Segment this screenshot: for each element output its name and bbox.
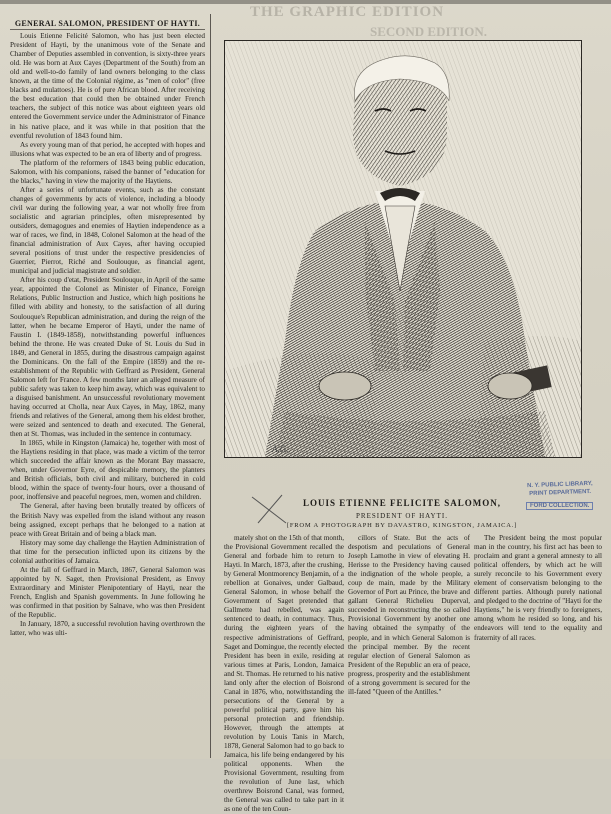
caption-credit: [FROM A PHOTOGRAPH BY DAVASTRO, KINGSTON, JAMAICA.]: [286, 522, 518, 529]
artist-signature: A.G.: [272, 444, 289, 454]
paragraph: In 1865, while in Kingston (Jamaica) he, together with most of the Haytiens residing in that place, was made a victim of the terror which succeeded the affair known as the Morant Bay massacre, when, under Governor Eyre, of despicable memory, the planters and British officials, both civil and military, butchered in cold blood, within the space of twenty-four hours, over a thousand of poor, inoffensive and peaceful negroes, men, women and children.: [10, 439, 205, 502]
article-column-2: [224, 534, 344, 814]
paragraph: As every young man of that period, he accepted with hopes and illusions what was expected to be an era of liberty and of progress.: [10, 140, 205, 158]
caption-name: LOUIS ETIENNE FELICITE SALOMON,: [302, 498, 502, 508]
paragraph: After a series of unfortunate events, such as the constant changes of governments by acts of violence, including a bloody civil war during the following year, a war not wholly free from socialistic and agrarian principles, often misrepresented by outsiders, demagogues and enemies of Haytien independence as a war of races, we find, in 1848, Colonel Salomon at the head of the financial administration of Aux Cayes, after having occupied several positions of trust under the respective presidencies of Guerrier, Pierrot, Riché and Soulouque, as financial agent, municipal and judicial magistrate and soldier.: [10, 185, 205, 276]
library-stamp: [510, 479, 610, 498]
paragraph: In January, 1870, a successful revolution having overthrown the latter, who was ulti-: [10, 620, 205, 638]
paragraph: The platform of the reformers of 1843 being public education, Salomon, with his companions, raised the banner of "education for the blacks," having in view the majority of the Haytiens.: [10, 158, 205, 185]
caption-title: PRESIDENT OF HAYTI.: [356, 512, 448, 520]
bleed-through-masthead: THE GRAPHIC EDITION: [250, 4, 445, 20]
article-column-3: [348, 534, 470, 756]
paragraph: History may some day challenge the Haytien Administration of that time for the persecution inflicted upon its citizens by the colonial authorities of Jamaica.: [10, 538, 205, 565]
article-column-4: [474, 534, 602, 756]
paragraph: At the fall of Geffrard in March, 1867, General Salomon was appointed by N. Saget, then Provisional President, as Envoy Extraordinary and Minister Plenipotentiary of Hayti, near the French, English and Spanish governments. In June following he was confirmed in that position by Salnave, who was then President of the Republic.: [10, 565, 205, 620]
stamp-line: N. Y. PUBLIC LIBRARY,: [526, 480, 593, 490]
portrait-engraving: [224, 40, 582, 458]
article-heading: GENERAL SALOMON, PRESIDENT OF HAYTI.: [10, 19, 205, 30]
portrait-drawing: [225, 41, 581, 457]
paragraph: After his coup d'etat, President Soulouque, in April of the same year, appointed the Colonel as Minister of Finance, Foreign Relations, Public Instruction and Justice, which high positions he filled with ability and honesty, to the satisfaction of all during Soulouque's Republican administration, and during the reign of the latter, when he became Emperor of Hayti, under the name of Faustin I. (1849-1858), notwithstanding powerful influences behind the throne. He was created Duke of St. Louis du Sud in 1849, and General in 1855, during the disastrous campaign against the Dominicans. On the fall of the Empire (1859) and the re-establishment of the Republic with Geffrard as President, General Salomon left for France. A few months later an alleged measure of public safety was taken to keep him away, which was equivalent to a disguised banishment. An unsuccessful revolutionary movement having occurred at Cholla, near Aux Cayes, in May, 1862, many friends and relatives of the General, among them his eldest brother, were seized and sentenced to death and executed. The General, then at St. Thomas, was included in the sentence in contumacy.: [10, 276, 205, 439]
paragraph: The President being the most popular man in the country, his first act has been to proclaim and grant a general amnesty to all political offenders, by which act he will surely reconcile to his Government every element of conservatism belonging to the different parties. Although purely national and pledged to the doctrine of "Hayti for the Haytiens," he is very friendly to foreigners, among whom he resided so long, and his endeavors will tend to the equality and fraternity of all races.: [474, 534, 602, 642]
article-column-1: [10, 19, 205, 754]
paragraph: mately shot on the 15th of that month, the Provisional Government recalled the General and forbade him to return to Hayti. In March, 1873, after the crushing, by General Montmorency Benjamin, of a rebellion at Gonaives, under Galbaud, General Salomon, in whose behalf the Government of Saget pretended that Gallmette had rebelled, was again sentenced to death, in contumacy. Thus, during the eighteen years of the respective administrations of Geffrard, Saget and Domingue, the recently elected President has been in exile, residing at various times at Paris, London, Jamaica and St. Thomas. He returned to his native land only after the election of Boisrond Canal in 1876, who, notwithstanding the persecutions of the General by a powerful political party, gave him his personal protection and friendship. However, through the attempts at revolution by Louis Tanis in March, 1878, General Salomon had to go back to Jamaica, his life being endangered by his political opponents. When the Provisional Government, resulting from the revolution of June last, which overthrew Boisrond Canal, was formed, the General was called to take part in it as one of the ten Coun-: [224, 534, 344, 814]
collection-stamp: FORD COLLECTION.: [526, 502, 593, 510]
bleed-through-edition: SECOND EDITION.: [370, 24, 488, 39]
paragraph: cillors of State. But the acts of despotism and peculations of General Joseph Lamothe in view of elevating H. Herisse to the Presidency having caused the indignation of the whole people, a coup de main, made by the Military Governor of Port au Prince, the brave and gallant General Richelieu Duperval, succeeded in reconstructing the so called Provisional Government by another one having obtained the sympathy of the people, and in which General Salomon is the principal member. By the recent regular election of General Salomon as President of the Republic an era of peace, progress, prosperity and the establishment of a strong government is secured for the ill-fated "Queen of the Antilles.": [348, 534, 470, 696]
paragraph: Louis Etienne Felicité Salomon, who has just been elected President of Hayti, by the unanimous vote of the Senate and Chamber of Deputies assembled in convention, is sixty-three years old. He was born at Aux Cayes (Department of the South) from an old and well-to-do family of land owners belonging to the class known, at the time of the Colonial régime, as "men of color" (free blacks and mulattoes). He is of pure African blood. After receiving the best education that could then be obtained under French teachers, the subject of this notice was about eighteen years old entered the Government service under the Administrator of Finance in his native place, and it was while in that position that the eventful revolution of 1843 found him.: [10, 32, 205, 140]
stamp-line: PRINT DEPARTMENT.: [529, 488, 592, 498]
paragraph: The General, after having been brutally treated by officers of the British Navy was expelled from the island without any reason being assigned, except perhaps that he belonged to a nation at peace with Great Britain and of being a black man.: [10, 502, 205, 538]
column-rule: [210, 14, 211, 758]
